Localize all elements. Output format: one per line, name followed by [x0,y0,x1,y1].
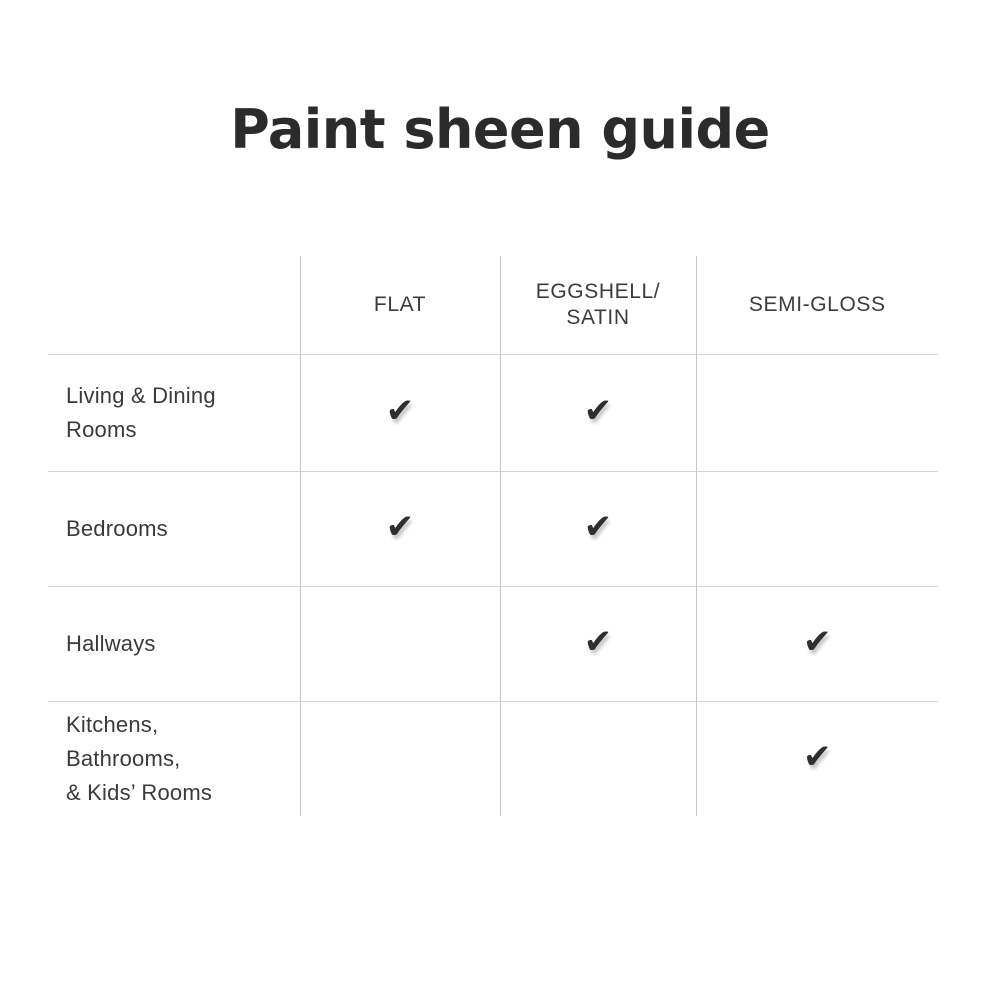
row-label-line-3: & Kids’ Rooms [66,780,213,806]
check-icon: ✔ [385,507,415,547]
column-header-flat [300,256,500,355]
check-icon: ✔ [583,622,613,662]
sheen-table-container [48,256,938,817]
row-label-line-2: Rooms [66,417,137,442]
cell-kitchens-semi-gloss [696,702,938,817]
row-label-line-2: Bathrooms, [66,745,181,771]
row-label-living-dining-rooms [48,355,300,472]
table-row [48,587,938,702]
column-header-rooms [48,256,300,355]
check-icon: ✔ [803,737,832,777]
check-icon: ✔ [803,622,832,662]
check-icon: ✔ [583,391,613,431]
cell-bedrooms-semi-gloss [696,472,938,587]
cell-living-semi-gloss [696,355,938,472]
row-label-hallways [48,587,300,702]
column-header-eggshell-line-1: EGGSHELL/ [535,280,661,304]
table-header [48,256,938,355]
cell-kitchens-eggshell [500,702,696,817]
column-header-eggshell-satin [500,256,696,355]
cell-living-eggshell [500,355,696,472]
table-row [48,702,938,817]
check-icon: ✔ [583,507,613,547]
table-row [48,355,938,472]
cell-kitchens-flat [300,702,500,817]
row-label-line-1: Bedrooms [66,515,168,541]
cell-hallways-flat [300,587,500,702]
table-row [48,472,938,587]
column-header-semi-gloss-line-1: SEMI-GLOSS [748,293,886,317]
page-title: Paint sheen guide [230,98,770,161]
column-header-eggshell-line-2: SATIN [566,306,630,329]
cell-bedrooms-flat [300,472,500,587]
row-label-line-1: Kitchens, [66,711,159,737]
table-header-row [48,256,938,355]
row-label-line-1: Hallways [66,630,156,656]
cell-hallways-semi-gloss [696,587,938,702]
paint-sheen-table [48,256,938,817]
row-label-line-1: Living & Dining [66,382,216,408]
column-header-flat-line-1: FLAT [373,293,427,317]
cell-bedrooms-eggshell [500,472,696,587]
cell-hallways-eggshell [500,587,696,702]
table-body [48,355,938,817]
row-label-kitchens-bathrooms-kids-rooms [48,702,300,817]
check-icon: ✔ [385,391,415,431]
column-header-semi-gloss [696,256,938,355]
row-label-bedrooms [48,472,300,587]
cell-living-flat [300,355,500,472]
